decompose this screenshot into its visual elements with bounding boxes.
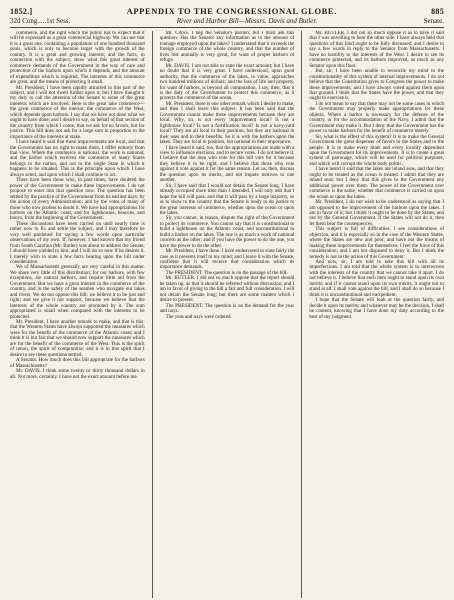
paragraph: The PRESIDENT. The question is on the demand for the yeas and nays. <box>159 302 295 315</box>
paragraph: Mr. President, I have done. I have endeavored to state fairly the case as it presents itself to my mind; and I leave it with the Senate, confident that it will receive that consideration which its importance demands. <box>159 248 295 271</box>
paragraph: We of Massachusetts generally are very careful in this matter. We share very little of this distribution; for our harbors, with few exceptions, are natural harbors, and require little aid from the Government. But we have a great interest in the commerce of the country, and in the safety of the seamen who navigate our lakes and rivers. We do not oppose this bill; we believe it to be just and right; and we give it our support, because we believe that the interests of the whole country are promoted by it. The sum appropriated is small when compared with the interests to be protected. <box>10 264 145 320</box>
session-header <box>10 17 444 28</box>
page-number: 885 <box>431 7 444 16</box>
column-3 <box>309 31 444 598</box>
paragraph: I have heard it said that the lakes are inland seas, and that they ought to be treated as the ocean is treated. I admit that they are inland seas; but I deny that this gives to the Government any additional power over them. The power of the Government over commerce is the same, whether that commerce is carried on upon the ocean or upon the lakes. <box>309 166 444 200</box>
paragraph: Mr. BUTLER. I did not so much oppose it as to have it said that I was unwilling to hear the other side. I have always held that questions of this kind ought to be fully discussed; and I desire to say a few words in reply to the Senator from Massachusetts. I have no hostility to the interests of the West. I desire to see its commerce protected, and its harbors improved, as much as any Senator upon this floor. <box>309 31 444 69</box>
paragraph: Mr. President, I do not wish to be understood as saying that I am opposed to the improvement of the harbors upon the lakes. I am in favor of it; but I think it ought to be done by the States, and not by the General Government. If the States will not do it, then let them bear the consequences. <box>309 199 444 227</box>
column-2 <box>160 31 295 598</box>
paragraph: A Senator. How much does this bill appropriate for the harbors of Massachusetts? <box>10 357 145 369</box>
paragraph: I have heard it said, too, that the appropriations are made with a view to influence elections, and to secure votes. I do not believe it. I believe that the men who vote for this bill vote for it because they believe it to be right; and I believe that those who vote against it vote against it for the same reason. Let us, then, discuss the question upon its merits, and not impute motives to one another. <box>159 144 295 184</box>
column-divider <box>152 31 153 598</box>
text-columns <box>10 31 444 598</box>
paragraph: Mr. BUTLER. I did not so much oppose that the report should be taken up, as that it should be referred without discussion; and I am in favor of giving to the bill a fair and full consideration. I will not detain the Senate long; but there are some matters which I desire to present. <box>159 275 295 304</box>
paragraph: These discussions have been carried on until nearly time is rather now to fix and settle the subject, and I may therefore be very well pardoned for saying a few words upon particular observations of my own. If, however, I had known that my friend from South Carolina (Mr. Butler) was about to address the Senate, I should have yielded to him, and I will do so now if he desires it. I merely wish to state a few facts bearing upon the bill under consideration. <box>10 220 145 266</box>
paragraph: And now, sir, I am told to take this bill with all its imperfections. I am told that the whole system is so interwoven with the interests of the country that we cannot take it apart. I do not believe it. I believe that each item ought to stand upon its own merits; and if it cannot stand upon its own merits, it ought not to stand at all. I shall vote against the bill, and I shall do so because I think it is unconstitutional and inexpedient. <box>309 259 444 298</box>
paragraph: I do not mean to say that there may not be some cases in which the Government may properly make appropriations for these objects. Where a harbor is necessary for the defense of the country, or for the accommodation of the Navy, I admit that the Government may make it. But I deny that the Government has the power to make harbors for the benefit of commerce merely. <box>309 100 444 135</box>
session-label: 32d Cong.....1st Sess. <box>10 17 71 25</box>
paragraph: Sir, you cannot, in reason, dispute the right of the Government to protect its commerce. You cannot say that it is constitutional to build a lighthouse on the Atlantic coast, and unconstitutional to build a harbor on the lakes. The one is as much a work of national concern as the other; and if you have the power to do the one, you have the power to do the other. <box>159 215 295 249</box>
paragraph: There have been those who, in past times, have doubted the power of the Government to make these improvements. I do not propose to enter into that question now. The question has been settled by the practice of the Government from its earliest days; by the action of every Administration; and by the votes of many of those who now profess to doubt it. We have had appropriations for harbors on the Atlantic coast, and for lighthouses, beacons, and buoys, from the beginning of the Government. <box>10 177 145 222</box>
chamber-label: Senate. <box>423 17 444 25</box>
paragraph: Sir, I have said that I would not detain the Senate long. I have already occupied more time than I intended. I will only add that I hope the bill will pass, and that it will pass by a large majority, so as to show to the country that the Senate is ready to do justice to the great interests of commerce, whether upon the ocean or upon the lakes. <box>159 182 295 216</box>
column-1 <box>10 31 145 598</box>
paragraph: Mr. CASS. I beg the Senator's pardon; but I must ask this question: Has the Senator any information as to the amount of tonnage employed upon the lakes? I understand that it exceeds the foreign commerce of the whole country, and that the number of lives lost annually is very great, for want of proper harbors of refuge. <box>159 31 295 64</box>
paragraph: Sir, what is the effect of this system? It is to make the General Government the great dispenser of favors to the States and to the people. It is to make every State and every locality dependent upon the Government for its improvements. It is to create a great system of patronage, which will be used for political purposes, and which will corrupt the whole body politic. <box>309 133 444 167</box>
paragraph: Mr. President, there is one other remark which I desire to make, and then I shall leave this subject. It has been said that the Government cannot make these improvements because they are local. Why, sir, is not every improvement local? Is not a lighthouse local? Is not a fortification local? Is not a navy-yard local? They are all local in their position, but they are national in their uses and in their benefits. So it is with the harbors upon the lakes. They are local in position, but national in their importance. <box>159 100 295 146</box>
column-divider <box>301 31 302 598</box>
paragraph: But, sir, I have been unable to reconcile my mind to the constitutionality of this system of internal improvements. I do not believe that the Constitution gives to Congress the power to make these improvements; and I have always voted against them upon that ground. I think that the States have the power, and that they ought to exercise it. <box>309 68 444 102</box>
paragraph: Mr. President, I have another remark to make, and that is this: that the Western States have always supported the measures which were for the benefit of the commerce of the Atlantic coast; and I think it is but fair that we should now support the measures which are for the benefit of the commerce of the West. This is the spirit of union, the spirit of compromise; and it is in this spirit that I desire to see these questions settled. <box>10 319 145 358</box>
paragraph: I hope that the Senate will look at the question fairly, and decide it upon its merits; and whatever may be the decision, I shall be content, knowing that I have done my duty according to the best of my judgment. <box>309 297 444 320</box>
paragraph: The PRESIDENT. The question is on the passage of the bill. <box>165 269 288 276</box>
header-year: 1852.] <box>10 7 33 16</box>
paragraph: Mr. DAVIS. I think some twenty or thirty thousand dollars in all. Not more, certainly. I have not the exact amount before me. <box>10 368 145 380</box>
bill-title: River and Harbor Bill—Messrs. Davis and Butler. <box>176 17 318 25</box>
paragraph: The yeas and nays were ordered. <box>165 313 232 320</box>
paragraph: Mr. President, I have been rapidly attracted to this part of the subject, and I will not dwell further upon it; but I have thought it my duty to call the attention of the Senate to some of the great interests which are involved. Here is the great lake commerce—the great commerce of the interior, the commerce of the West, which depends upon harbors. I say that we have not done what we ought to have done; and I desire to say, on behalf of that section of the country from which I come, that we ask for no favors, but for justice. This bill does not ask for a large sum in proportion to the importance of the interests at stake. <box>10 84 145 140</box>
paragraph: Mr. DAVIS. I am not able to state the exact amount; but I have no doubt that it is very great. I have understood, upon good authority, that the commerce of the lakes, in value, approaches two hundred millions of dollars; and the loss of life and property, for want of harbors, is beyond all computation. I say, then, that it is the duty of the Government to protect this commerce, as it protects the commerce of the ocean. <box>159 62 295 102</box>
paragraph: I have heard it said that these improvements are local, and that the Government has no right to make them. I differ entirely from that view. Where the commerce is national, the work is national; and the harbor which receives the commerce of many States belongs to the nation, and not to the single State in which it happens to be situated. This is the principle upon which I have always acted, and upon which I shall continue to act. <box>10 139 145 178</box>
paragraph: commerce, and the right which the public has to expect that it will be expressed as a great commercial highway. We can see that it is a great one, containing a population of one hundred thousand souls, which is only to become larger with the growth of the country. It is a great and growing interest; and the facts, in connection with the subject, show what this great interest of commerce demands of the Government in the way of care and protection of the harbors upon which it depends, and the amount of expenditure which is required. The interests of this commerce are great, and the means of protecting it small. <box>10 31 145 86</box>
header-title: APPENDIX TO THE CONGRESSIONAL GLOBE. <box>126 6 337 16</box>
paragraph: This subject is full of difficulties. I see considerations of objection, and it is especially so in the case of the Western States, where the States are new and poor, and have not the means of making these improvements for themselves. I feel the force of this consideration; and I am not disposed to deny it. But I think the remedy is not in the action of this Government. <box>309 226 444 260</box>
running-header <box>10 6 444 17</box>
